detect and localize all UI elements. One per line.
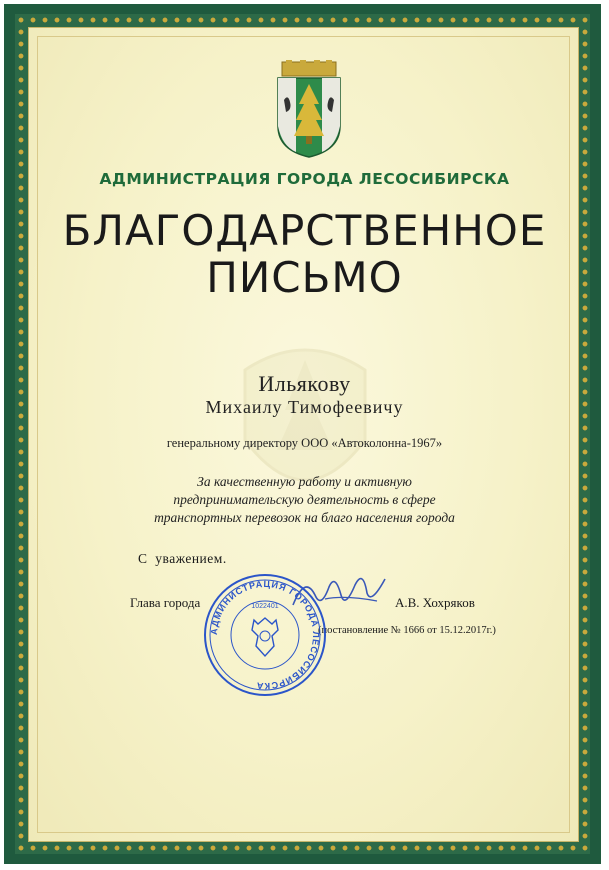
decree-reference: (постановление № 1666 от 15.12.2017г.) [318, 625, 496, 636]
stamp-number: 1022401 [251, 603, 279, 610]
merit-line: предпринимательскую деятельность в сфере [173, 492, 436, 507]
official-stamp [200, 570, 330, 700]
merit-text [0, 473, 609, 527]
recipient-given-names: Михаилу Тимофеевичу [205, 397, 404, 417]
signatory-title: Глава города [130, 595, 201, 610]
merit-line: транспортных перевозок на благо населения города [154, 510, 455, 525]
stamp-arc-text: АДМИНИСТРАЦИЯ ГОРОДА ЛЕСОСИБИРСКА [208, 578, 322, 692]
document-title-line1: БЛАГОДАРСТВЕННОЕ [62, 206, 547, 255]
recipient-position: генеральному директору ООО «Автоколонна-1967» [166, 436, 443, 450]
eagle-emblem-icon [252, 618, 278, 656]
svg-text:АДМИНИСТРАЦИЯ ГОРОДА ЛЕСОСИБИР [209, 579, 321, 691]
closing-phrase: С уважением. [138, 551, 227, 566]
recipient-surname: Ильякову [258, 371, 351, 396]
signatory-name: А.В. Хохряков [395, 595, 475, 610]
city-coat-of-arms-icon [270, 60, 348, 158]
merit-line: За качественную работу и активную [197, 474, 412, 489]
administration-heading: АДМИНИСТРАЦИЯ ГОРОДА ЛЕСОСИБИРСКА [99, 170, 510, 188]
document-title-line2: ПИСЬМО [206, 253, 403, 302]
